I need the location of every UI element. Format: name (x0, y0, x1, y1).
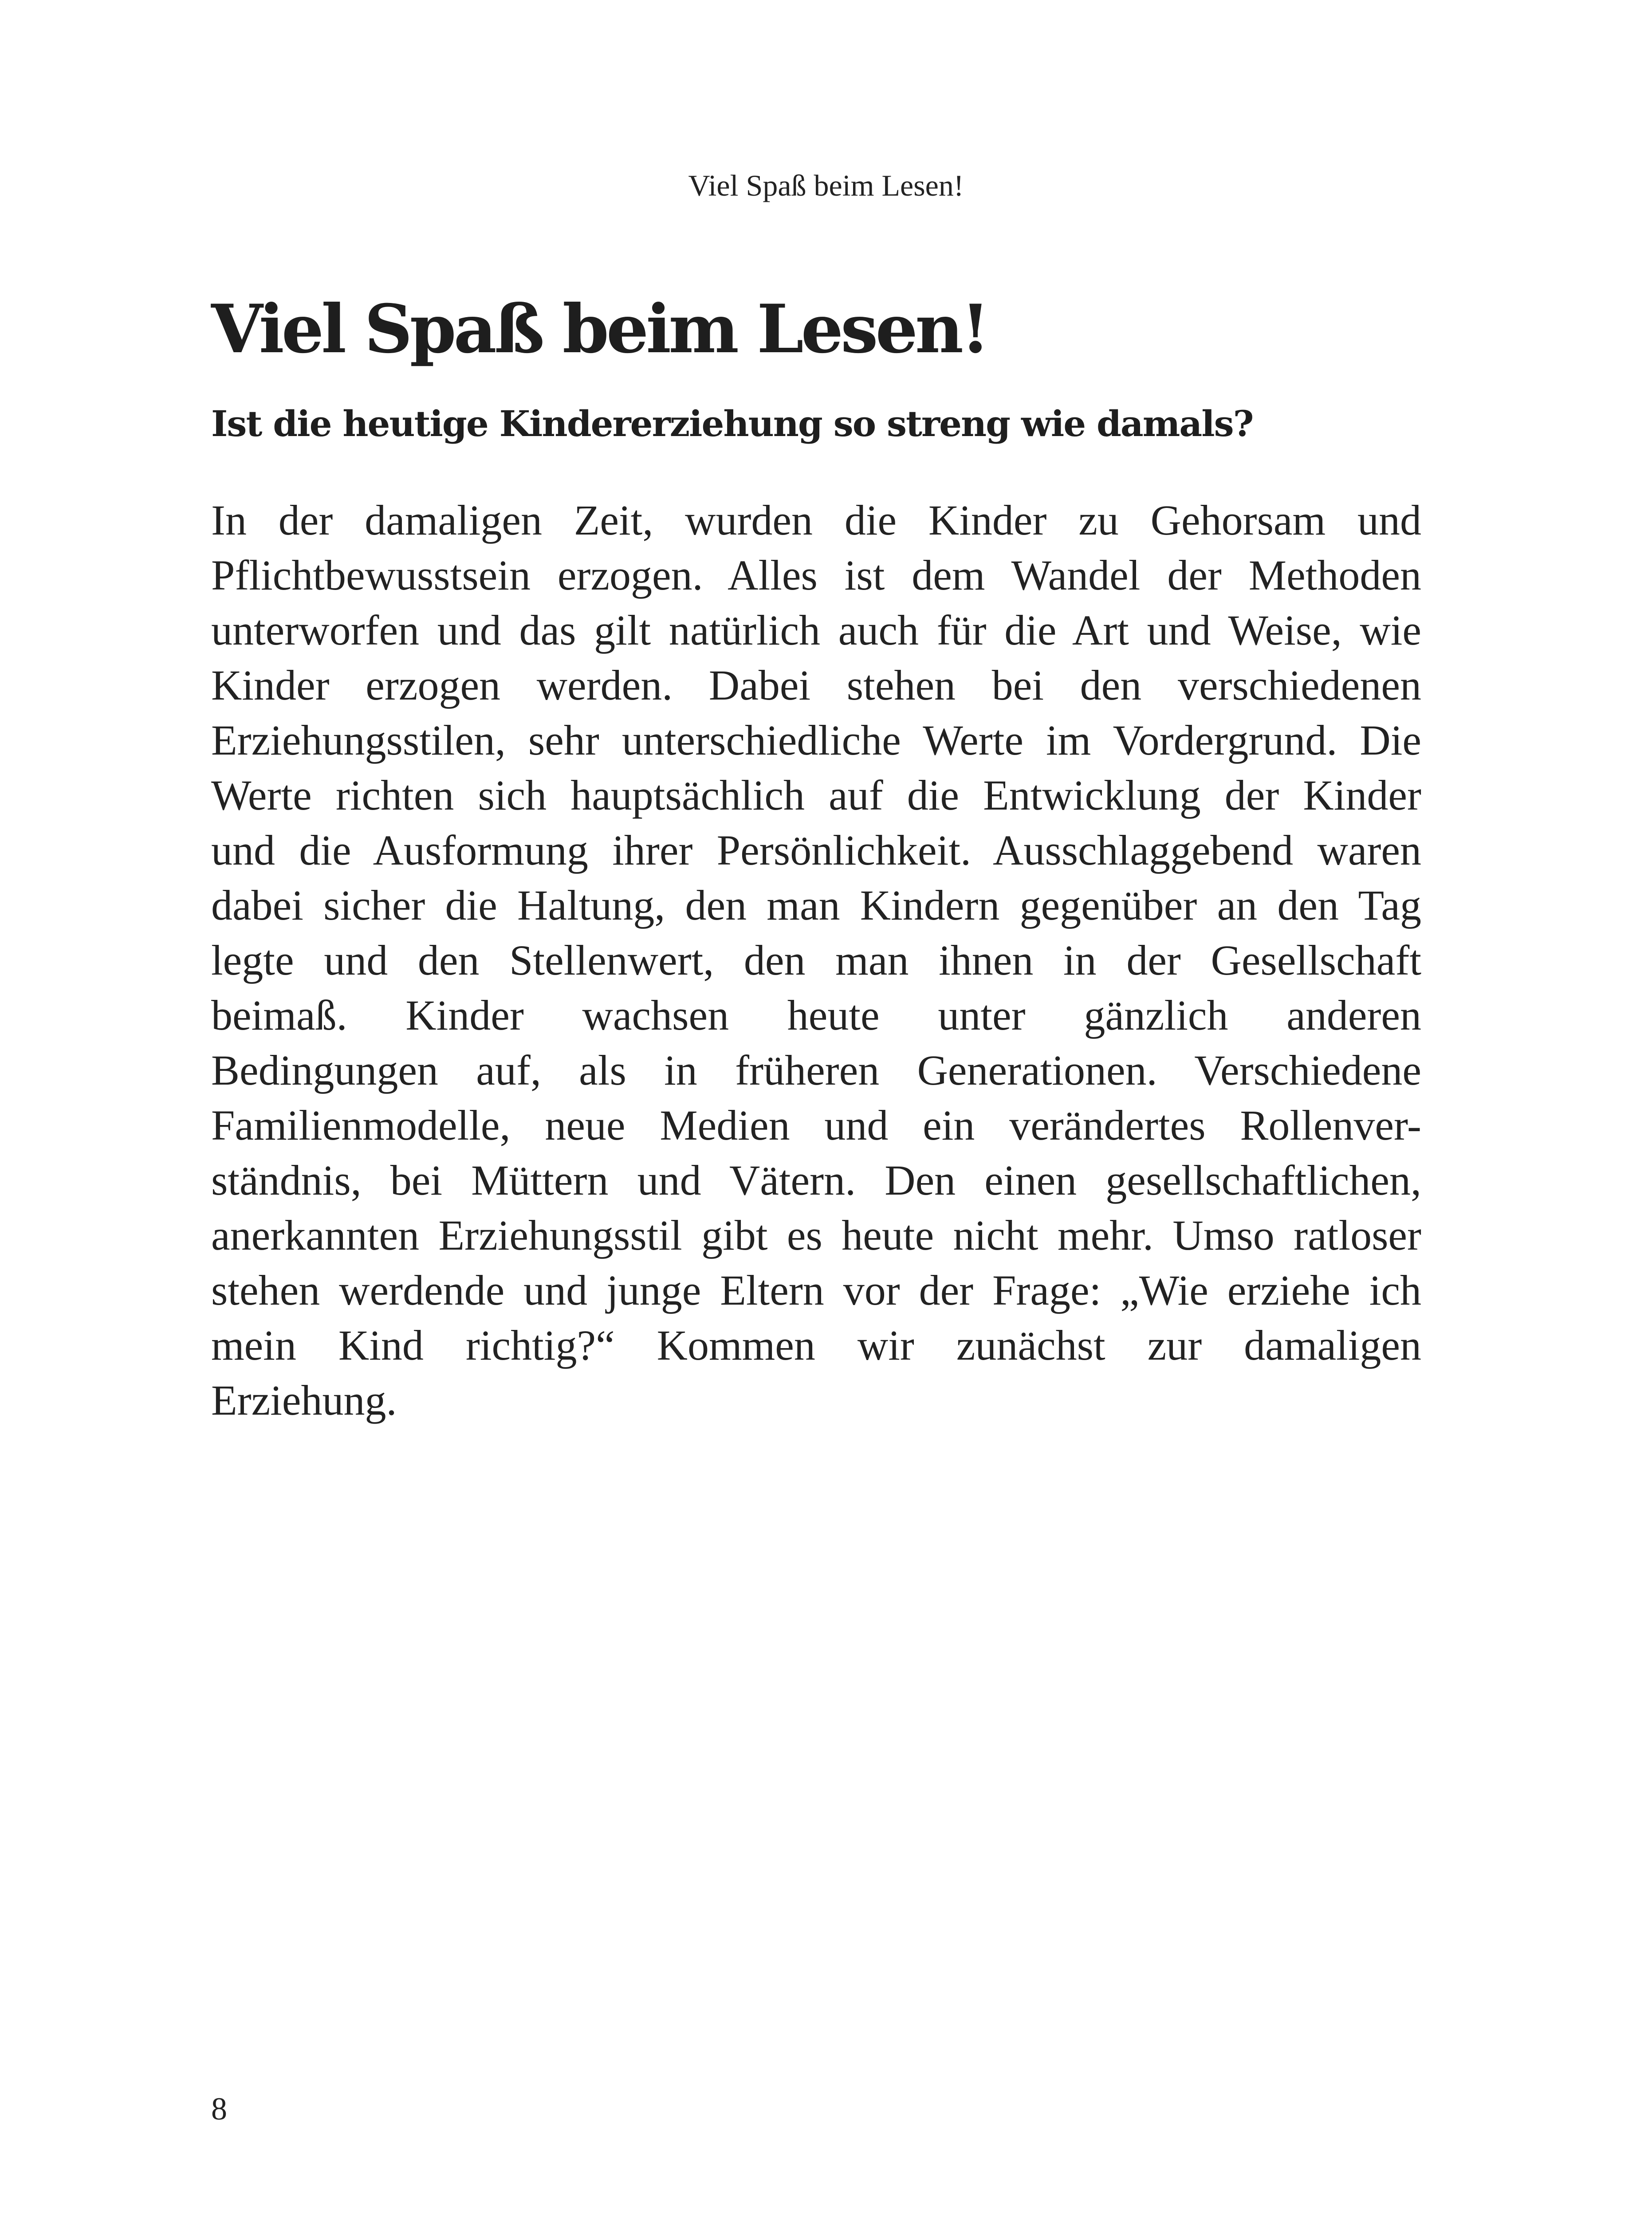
body-line: Pflichtbewusstsein erzogen. Alles ist dem Wandel der Methoden (211, 551, 1421, 599)
page-content (211, 290, 1421, 1428)
body-line: anerkannten Erziehungsstil gibt es heute nicht mehr. Umso ratloser (211, 1211, 1421, 1259)
body-line: Bedingungen auf, als in früheren Generationen. Verschiedene (211, 1046, 1421, 1094)
running-header: Viel Spaß beim Lesen! (688, 169, 964, 202)
body-line: beimaß. Kinder wachsen heute unter gänzlich anderen (211, 991, 1421, 1039)
body-line: stehen werdende und junge Eltern vor der Frage: „Wie erziehe ich (211, 1266, 1421, 1314)
body-line: Werte richten sich hauptsächlich auf die Entwicklung der Kinder (211, 771, 1421, 819)
body-line: Erziehung. (211, 1376, 397, 1424)
body-line: Familienmodelle, neue Medien und ein verändertes Rollenver- (211, 1101, 1421, 1149)
body-paragraph (211, 493, 1421, 1428)
page-number: 8 (211, 2091, 227, 2127)
body-line: und die Ausformung ihrer Persönlichkeit. Ausschlaggebend waren (211, 826, 1421, 874)
body-line: legte und den Stellenwert, den man ihnen in der Gesellschaft (211, 936, 1421, 984)
chapter-title: Viel Spaß beim Lesen! (211, 290, 987, 368)
body-line: mein Kind richtig?“ Kommen wir zunächst zur damaligen (211, 1321, 1421, 1369)
body-line: unterworfen und das gilt natürlich auch für die Art und Weise, wie (211, 606, 1421, 654)
body-line: In der damaligen Zeit, wurden die Kinder zu Gehorsam und (211, 496, 1421, 544)
body-line: dabei sicher die Haltung, den man Kindern gegenüber an den Tag (211, 881, 1421, 929)
section-heading: Ist die heutige Kindererziehung so streng wie damals? (211, 403, 1253, 444)
body-line: Kinder erzogen werden. Dabei stehen bei den verschiedenen (211, 661, 1421, 709)
body-line: Erziehungsstilen, sehr unterschiedliche Werte im Vordergrund. Die (211, 716, 1421, 764)
body-line: ständnis, bei Müttern und Vätern. Den einen gesellschaftlichen, (211, 1156, 1421, 1204)
